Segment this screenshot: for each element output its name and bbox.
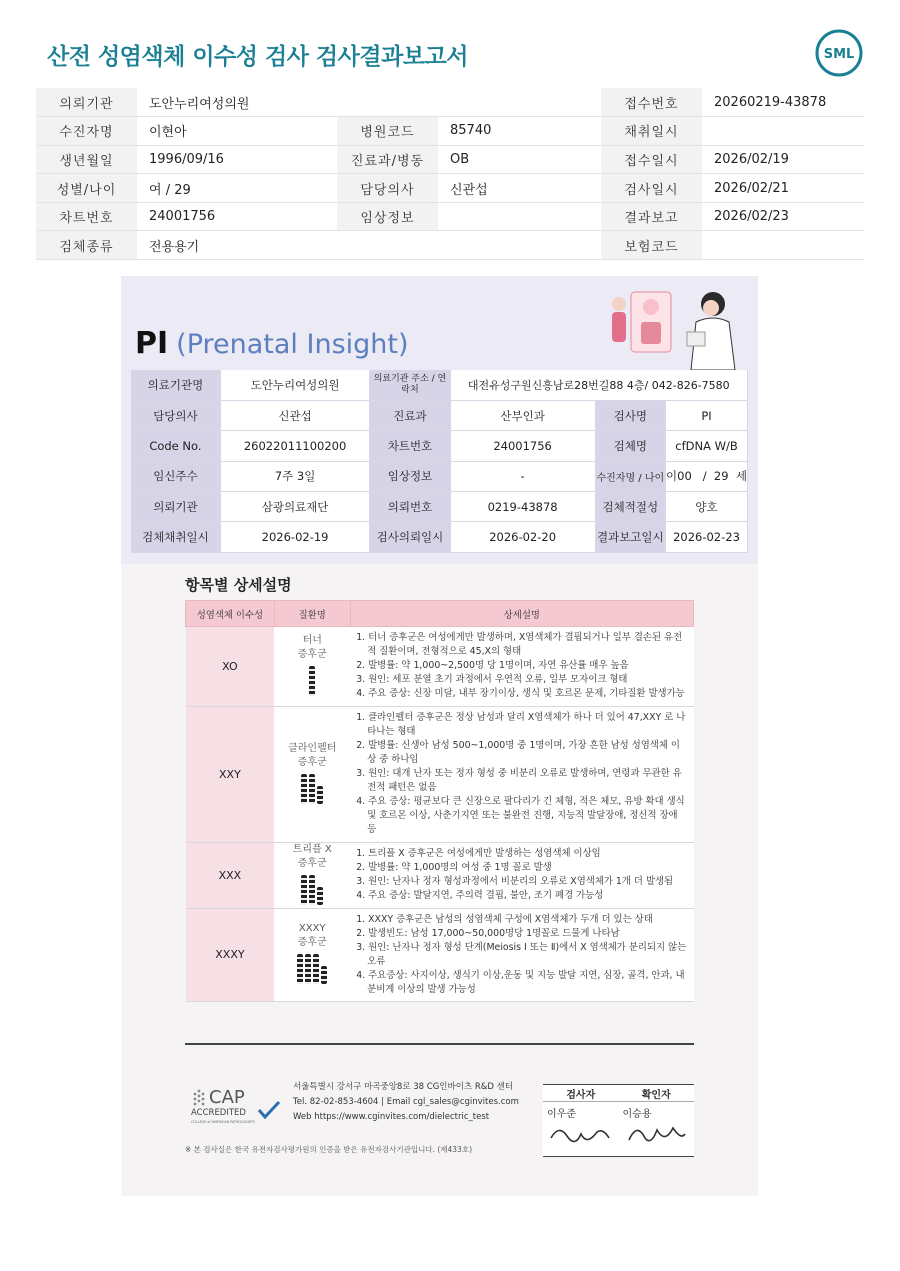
description-cell: [350, 706, 693, 842]
description-line: 3. 원인: 세포 분열 초기 과정에서 우연적 오류, 일부 모자이크 형태: [356, 674, 628, 686]
requester-value: 삼광의료재단: [220, 492, 369, 522]
chromosome-bar: [301, 875, 307, 905]
description-line: 4. 주요 증상: 신장 미달, 내부 장기이상, 생식 및 호르몬 문제, 기타질환 발생가능: [356, 688, 685, 700]
syndrome-name: 클라인펠터 증후군: [288, 742, 337, 768]
footer-divider: [185, 1043, 694, 1045]
chromosome-bar: [305, 954, 311, 984]
condition-cell: XO: [186, 627, 275, 707]
patient-info-value: 85740: [438, 117, 601, 146]
patient-info-label: 접수일시: [601, 145, 702, 174]
syndrome-cell: [274, 908, 350, 1002]
ga-label: 임신주수: [131, 461, 220, 491]
chromosome-icon: [274, 875, 350, 908]
description-line: 1. 클라인펠터 증후군은 정상 남성과 달리 X염색체가 하나 더 있어 47,XXY 로 나타나는 형태: [356, 711, 686, 737]
description-line: 2. 발병률: 약 1,000명의 여성 중 1명 꼴로 발생: [356, 861, 552, 873]
patient-info-value: 20260219-43878: [702, 88, 864, 117]
specimen-label: 검체명: [595, 431, 665, 461]
address-label: 의료기관 주소 / 연락처: [370, 370, 450, 400]
report-title: 산전 성염색체 이수성 검사 검사결과보고서: [47, 44, 468, 70]
description-cell: [350, 627, 693, 707]
lab-web: Web https://www.cginvites.com/dielectric_test: [293, 1111, 490, 1122]
patient-info-value: [702, 117, 864, 146]
detail-row: [186, 842, 694, 908]
lab-contact-info: [293, 1080, 519, 1125]
condition-cell: XXX: [186, 842, 275, 908]
patient-info-label: 담당의사: [337, 174, 438, 203]
requester-label: 의뢰기관: [131, 492, 220, 522]
description-line: 2. 발병률: 신생아 남성 500~1,000명 중 1명이며, 가장 흔한 남성 성염색체 이상 중 하나임: [356, 739, 680, 765]
description-line: 2. 발병률: 약 1,000~2,500명 당 1명이며, 자연 유산률 매우 높음: [356, 660, 629, 672]
patient-info-row: [36, 145, 864, 174]
tester-label: 검사자: [543, 1085, 619, 1102]
description-line: 1. 트리플 X 증후군은 여성에게만 발생하는 성염색체 이상임: [356, 847, 601, 859]
lab-contact: Tel. 82-02-853-4604 | Email cgl_sales@cginvites.com: [293, 1096, 519, 1107]
pi-info-table: [131, 370, 748, 553]
chromosome-bar: [309, 774, 315, 804]
code-value: 26022011100200: [220, 431, 369, 461]
patient-info-table: [36, 88, 864, 260]
patient-info-label: 임상정보: [337, 202, 438, 231]
confirmer-signature-icon: [623, 1120, 689, 1150]
patient-info-value: 이현아: [137, 117, 337, 146]
detail-header-description: 상세설명: [350, 601, 693, 627]
sml-logo: [814, 28, 864, 78]
patient-info-label: 검사일시: [601, 174, 702, 203]
patient-info-value: 2026/02/19: [702, 145, 864, 174]
patient-info-label: 의뢰기관: [36, 88, 137, 117]
patient-info-label: 수진자명: [36, 117, 137, 146]
patient-info-value: 신관섭: [438, 174, 601, 203]
clinical-value: -: [450, 461, 595, 491]
cap-accredited-logo: [187, 1082, 285, 1126]
patient-info-label: 차트번호: [36, 202, 137, 231]
pi-brand: PI (Prenatal Insight): [135, 326, 409, 361]
institution-value: 도안누리여성의원: [220, 370, 369, 400]
test-label: 검사명: [595, 400, 665, 430]
patient-info-row: [36, 231, 864, 260]
dept-label: 진료과: [370, 400, 450, 430]
patient-info-value: 2026/02/21: [702, 174, 864, 203]
confirmer-name: 이승용: [622, 1109, 652, 1120]
chart-label: 차트번호: [370, 431, 450, 461]
svg-text:ACCREDITED: ACCREDITED: [191, 1108, 246, 1118]
syndrome-name: 터너 증후군: [297, 634, 327, 660]
certification-note: ※ 본 검사실은 한국 유전자검사평가원의 인증을 받은 유전자검사기관입니다. (제433호): [185, 1145, 472, 1154]
chromosome-bar: [317, 786, 323, 804]
req-no-label: 의뢰번호: [370, 492, 450, 522]
chromosome-bar: [313, 954, 319, 984]
description-line: 3. 원인: 대개 난자 또는 정자 형성 중 비분리 오류로 발생하며, 연령과 무관한 유전적 패턴은 없음: [356, 767, 682, 794]
tester-name: 이우준: [547, 1109, 576, 1120]
patient-info-label: 보험코드: [601, 231, 702, 260]
chromosome-bar: [309, 666, 315, 696]
patient-info-row: [36, 174, 864, 203]
detail-row: [186, 908, 694, 1002]
tester-signature-icon: [547, 1120, 613, 1150]
detail-table: [185, 600, 694, 1002]
patient-value: 이00 / 29 세: [666, 461, 748, 491]
ga-value: 7주 3일: [220, 461, 369, 491]
condition-cell: XXXY: [186, 908, 275, 1002]
pi-header-panel: [121, 276, 758, 564]
syndrome-name: XXXY 증후군: [297, 923, 327, 949]
description-line: 4. 주요증상: 사지이상, 생식기 이상,운동 및 지능 발달 지연, 심장, 골격, 안과, 내분비계 이상의 발생 가능성: [356, 969, 685, 996]
chromosome-bar: [301, 774, 307, 804]
req-no-value: 0219-43878: [450, 492, 595, 522]
doctor-label: 담당의사: [131, 400, 220, 430]
signature-table: [543, 1084, 694, 1157]
detail-row: [186, 627, 694, 707]
institution-label: 의료기관명: [131, 370, 220, 400]
patient-info-value: 전용용기: [137, 231, 601, 260]
chromosome-bar: [317, 887, 323, 905]
syndrome-cell: [274, 842, 350, 908]
chromosome-icon: [274, 774, 350, 807]
collect-label: 검체채취일시: [131, 522, 220, 552]
patient-info-label: 검체종류: [36, 231, 137, 260]
patient-info-value: 24001756: [137, 202, 337, 231]
description-line: 1. 터너 증후군은 여성에게만 발생하며, X염색체가 결핍되거나 일부 결손된 유전적 질환이며, 전형적으로 45,X의 형태: [356, 632, 683, 658]
chromosome-bar: [321, 966, 327, 984]
description-line: 2. 발생빈도: 남성 17,000~50,000명당 1명꼴로 드물게 나타남: [356, 927, 620, 939]
patient-info-value: 2026/02/23: [702, 202, 864, 231]
detail-row: [186, 706, 694, 842]
svg-text:SML: SML: [823, 47, 855, 62]
result-label: 결과보고일시: [595, 522, 665, 552]
detail-header-condition: 성염색체 이수성: [186, 601, 275, 627]
adequacy-label: 검체적절성: [595, 492, 665, 522]
patient-info-label: 채취일시: [601, 117, 702, 146]
patient-info-row: [36, 202, 864, 231]
svg-text:CAP: CAP: [209, 1087, 245, 1108]
adequacy-value: 양호: [666, 492, 748, 522]
address-value: 대전유성구원신흥남로28번길88 4층/ 042-826-7580: [450, 370, 747, 400]
code-label: Code No.: [131, 431, 220, 461]
doctor-value: 신관섭: [220, 400, 369, 430]
chart-value: 24001756: [450, 431, 595, 461]
description-line: 3. 원인: 난자나 정자 형성과정에서 비분리의 오류로 X염색체가 1개 더 발생됨: [356, 876, 674, 888]
confirmer-label: 확인자: [619, 1085, 695, 1102]
pi-report: [121, 276, 758, 1196]
patient-info-value: 1996/09/16: [137, 145, 337, 174]
patient-info-value: 도안누리여성의원: [137, 88, 601, 117]
patient-info-label: 병원코드: [337, 117, 438, 146]
description-cell: [350, 842, 693, 908]
patient-info-row: [36, 117, 864, 146]
collect-value: 2026-02-19: [220, 522, 369, 552]
svg-text:COLLEGE of AMERICAN PATHOLOGIS: COLLEGE of AMERICAN PATHOLOGISTS: [191, 1120, 255, 1124]
detail-header-syndrome: 질환명: [274, 601, 350, 627]
request-label: 검사의뢰일시: [370, 522, 450, 552]
lab-address: 서울특별시 강서구 마곡중앙8로 38 CG인바이츠 R&D 센터: [293, 1082, 514, 1092]
chromosome-bar: [309, 875, 315, 905]
patient-info-row: [36, 88, 864, 117]
patient-info-label: 생년월일: [36, 145, 137, 174]
patient-info-label: 성별/나이: [36, 174, 137, 203]
result-value: 2026-02-23: [666, 522, 748, 552]
description-cell: [350, 908, 693, 1002]
description-line: 4. 주요 증상: 평균보다 큰 신장으로 팔다리가 긴 체형, 적은 체모, 유방 확대 생식 및 호르몬 이상, 사춘기지연 또는 불완전 진행, 지능적 발달장애, 정신적 장애 등: [356, 796, 685, 836]
request-value: 2026-02-20: [450, 522, 595, 552]
syndrome-name: 트리플 X 증후군: [292, 843, 332, 869]
chromosome-bar: [297, 954, 303, 984]
patient-info-value: [438, 202, 601, 231]
description-line: 4. 주요 증상: 발달지연, 주의력 결핍, 불안, 조기 폐경 가능성: [356, 890, 604, 902]
patient-info-value: 여 / 29: [137, 174, 337, 203]
detail-title: 항목별 상세설명: [185, 576, 292, 594]
test-value: PI: [666, 400, 748, 430]
patient-label: 수진자명 / 나이: [595, 461, 665, 491]
dept-value: 산부인과: [450, 400, 595, 430]
chromosome-icon: [274, 954, 350, 987]
syndrome-cell: [274, 706, 350, 842]
doctor-illustration-icon: [601, 282, 751, 372]
clinical-label: 임상정보: [370, 461, 450, 491]
description-line: 1. XXXY 증후군은 남성의 성염색체 구성에 X염색체가 두개 더 있는 상태: [356, 913, 653, 925]
chromosome-icon: [274, 666, 350, 699]
patient-info-value: [702, 231, 864, 260]
patient-info-label: 결과보고: [601, 202, 702, 231]
patient-info-label: 접수번호: [601, 88, 702, 117]
description-line: 3. 원인: 난자나 정자 형성 단계(Meiosis Ⅰ 또는 Ⅱ)에서 X 염색체가 분리되지 않는 오류: [356, 941, 687, 967]
specimen-value: cfDNA W/B: [666, 431, 748, 461]
patient-info-label: 진료과/병동: [337, 145, 438, 174]
patient-info-value: OB: [438, 145, 601, 174]
condition-cell: XXY: [186, 706, 275, 842]
syndrome-cell: [274, 627, 350, 707]
